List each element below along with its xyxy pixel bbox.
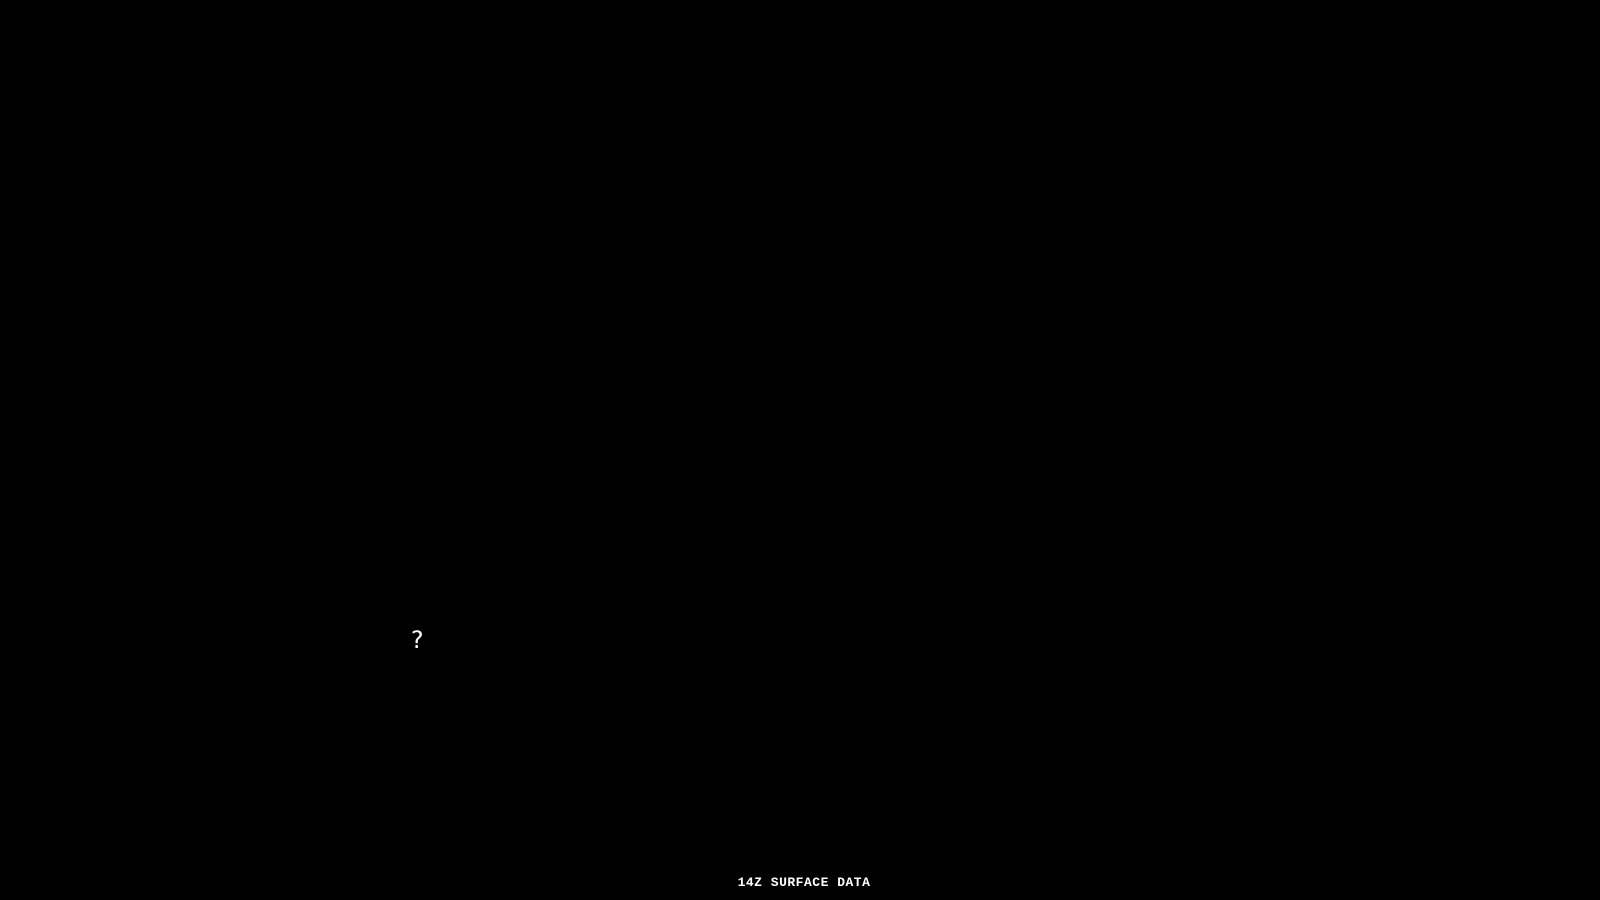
product-caption-text: 14Z SURFACE DATA — [737, 875, 871, 890]
product-caption — [4, 873, 1600, 891]
unknown-station-marker: ? — [409, 626, 425, 654]
